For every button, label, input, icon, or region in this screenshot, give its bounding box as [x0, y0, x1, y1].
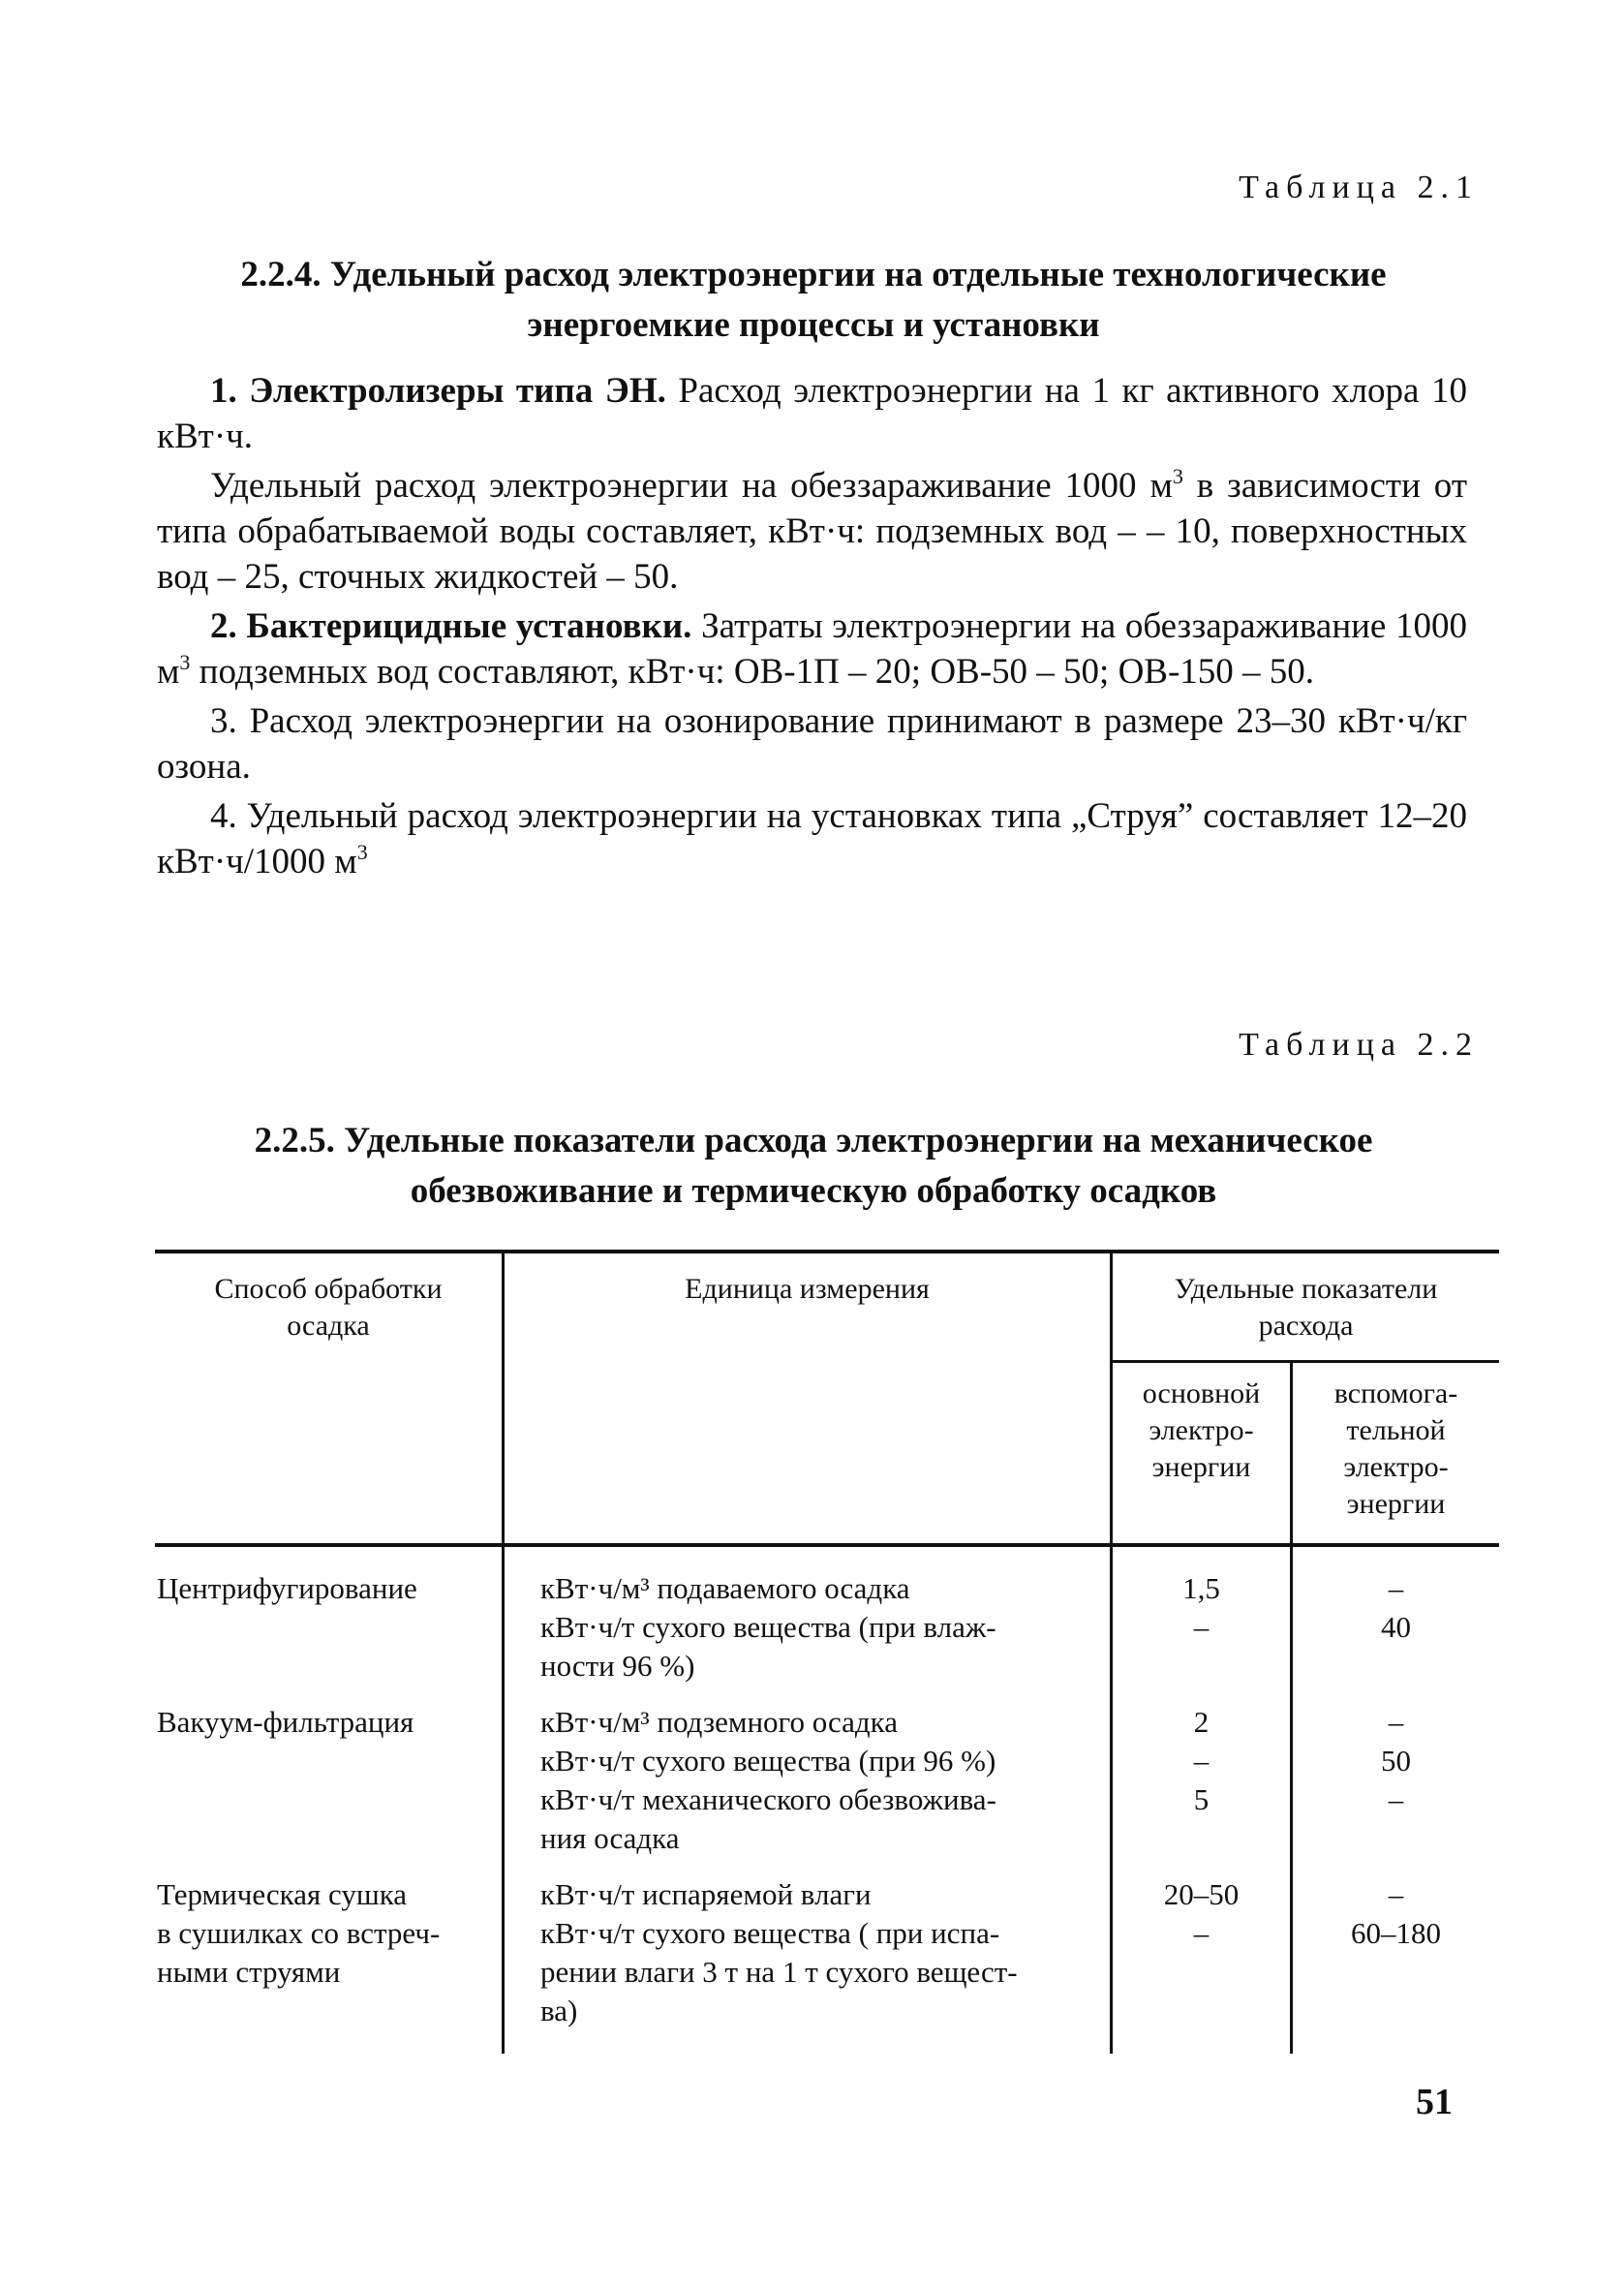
section-2-2-4-body — [157, 368, 1467, 888]
table-2-1-caption: Таблица 2.1 — [1239, 170, 1479, 205]
paragraph-electrolyzers: 1. Электролизеры типа ЭН. Расход электроэнергии на 1 кг активного хлора 10 кВт·ч. — [157, 371, 1467, 456]
heading-line-2: обезвоживание и термическую обработку осадков — [410, 1171, 1217, 1211]
energy-indicators-table — [155, 1250, 1501, 2083]
column-divider-1 — [502, 1250, 505, 2054]
heading-line-1: 2.2.5. Удельные показатели расхода электроэнергии на механическое — [254, 1121, 1373, 1160]
row-thermal-drying-aux: – 60–180 — [1351, 1877, 1441, 1950]
page-number: 51 — [1416, 2082, 1453, 2122]
paragraph-struya: 4. Удельный расход электроэнергии на установках типа „Струя” составляет 12–20 кВт·ч/1000 $м^3$ — [157, 796, 1467, 882]
row-centrifugation-aux: – 40 — [1381, 1571, 1411, 1644]
header-indicators: Удельные показатели расхода — [1174, 1273, 1438, 1342]
row-thermal-drying-method: Термическая сушка в сушилках со встреч- ными струями — [157, 1877, 441, 1989]
table-2-2-caption: Таблица 2.2 — [1239, 1027, 1479, 1063]
row-vacuum-filtration-method: Вакуум-фильтрация — [157, 1705, 414, 1739]
row-centrifugation-units: кВт·ч/м³ подаваемого осадка кВт·ч/т сухого вещества (при влаж- ности 96 %) — [540, 1571, 996, 1683]
row-vacuum-filtration-units: кВт·ч/м³ подземного осадка кВт·ч/т сухого вещества (при 96 %) кВт·ч/т механического обезвожива- ния осадка — [540, 1705, 996, 1855]
row-centrifugation-method: Центрифугирование — [157, 1571, 417, 1605]
section-2-2-5-heading — [155, 1116, 1472, 1217]
indicator-subheader-rule — [1110, 1360, 1499, 1363]
paragraph-ozonation: 3. Расход электроэнергии на озонирование принимают в размере 23–30 кВт·ч/кг озона. — [157, 701, 1467, 787]
header-bottom-rule — [155, 1543, 1499, 1547]
table-top-rule — [155, 1250, 1499, 1253]
heading-line-2: энергоемкие процессы и установки — [527, 305, 1100, 345]
row-thermal-drying-main: 20–50 – — [1163, 1877, 1240, 1950]
row-vacuum-filtration-aux: – 50 – — [1381, 1705, 1411, 1816]
paragraph-bactericidal: 2. Бактерицидные установки. Затраты электроэнергии на обеззараживание 1000 $м^3$ подземных вод составляют, кВт·ч: ОВ-1П – 20; ОВ-50 – 50; ОВ-150 – 50. — [157, 606, 1467, 692]
row-vacuum-filtration-main: 2 – 5 — [1193, 1705, 1210, 1816]
section-2-2-4-heading — [155, 250, 1472, 351]
header-main-energy: основной электро- энергии — [1142, 1377, 1261, 1483]
header-unit: Единица измерения — [685, 1273, 930, 1305]
header-method: Способ обработки осадка — [214, 1273, 443, 1342]
row-centrifugation-main: 1,5 – — [1182, 1571, 1220, 1644]
heading-line-1: 2.2.4. Удельный расход электроэнергии на отдельные технологические — [240, 255, 1387, 294]
row-thermal-drying-units: кВт·ч/т испаряемой влаги кВт·ч/т сухого вещества ( при испа- рении влаги 3 т на 1 т сухого вещест- ва) — [540, 1877, 1018, 2027]
header-aux-energy: вспомога- тельной электро- энергии — [1333, 1377, 1458, 1520]
paragraph-disinfection-rate: Удельный расход электроэнергии на обеззараживание 1000 $м^3$ в зависимости от типа обрабатываемой воды составляет, кВт·ч: подземных вод – – 10, поверхностных вод – 25, сточных жидкостей – 50. — [157, 464, 1467, 597]
